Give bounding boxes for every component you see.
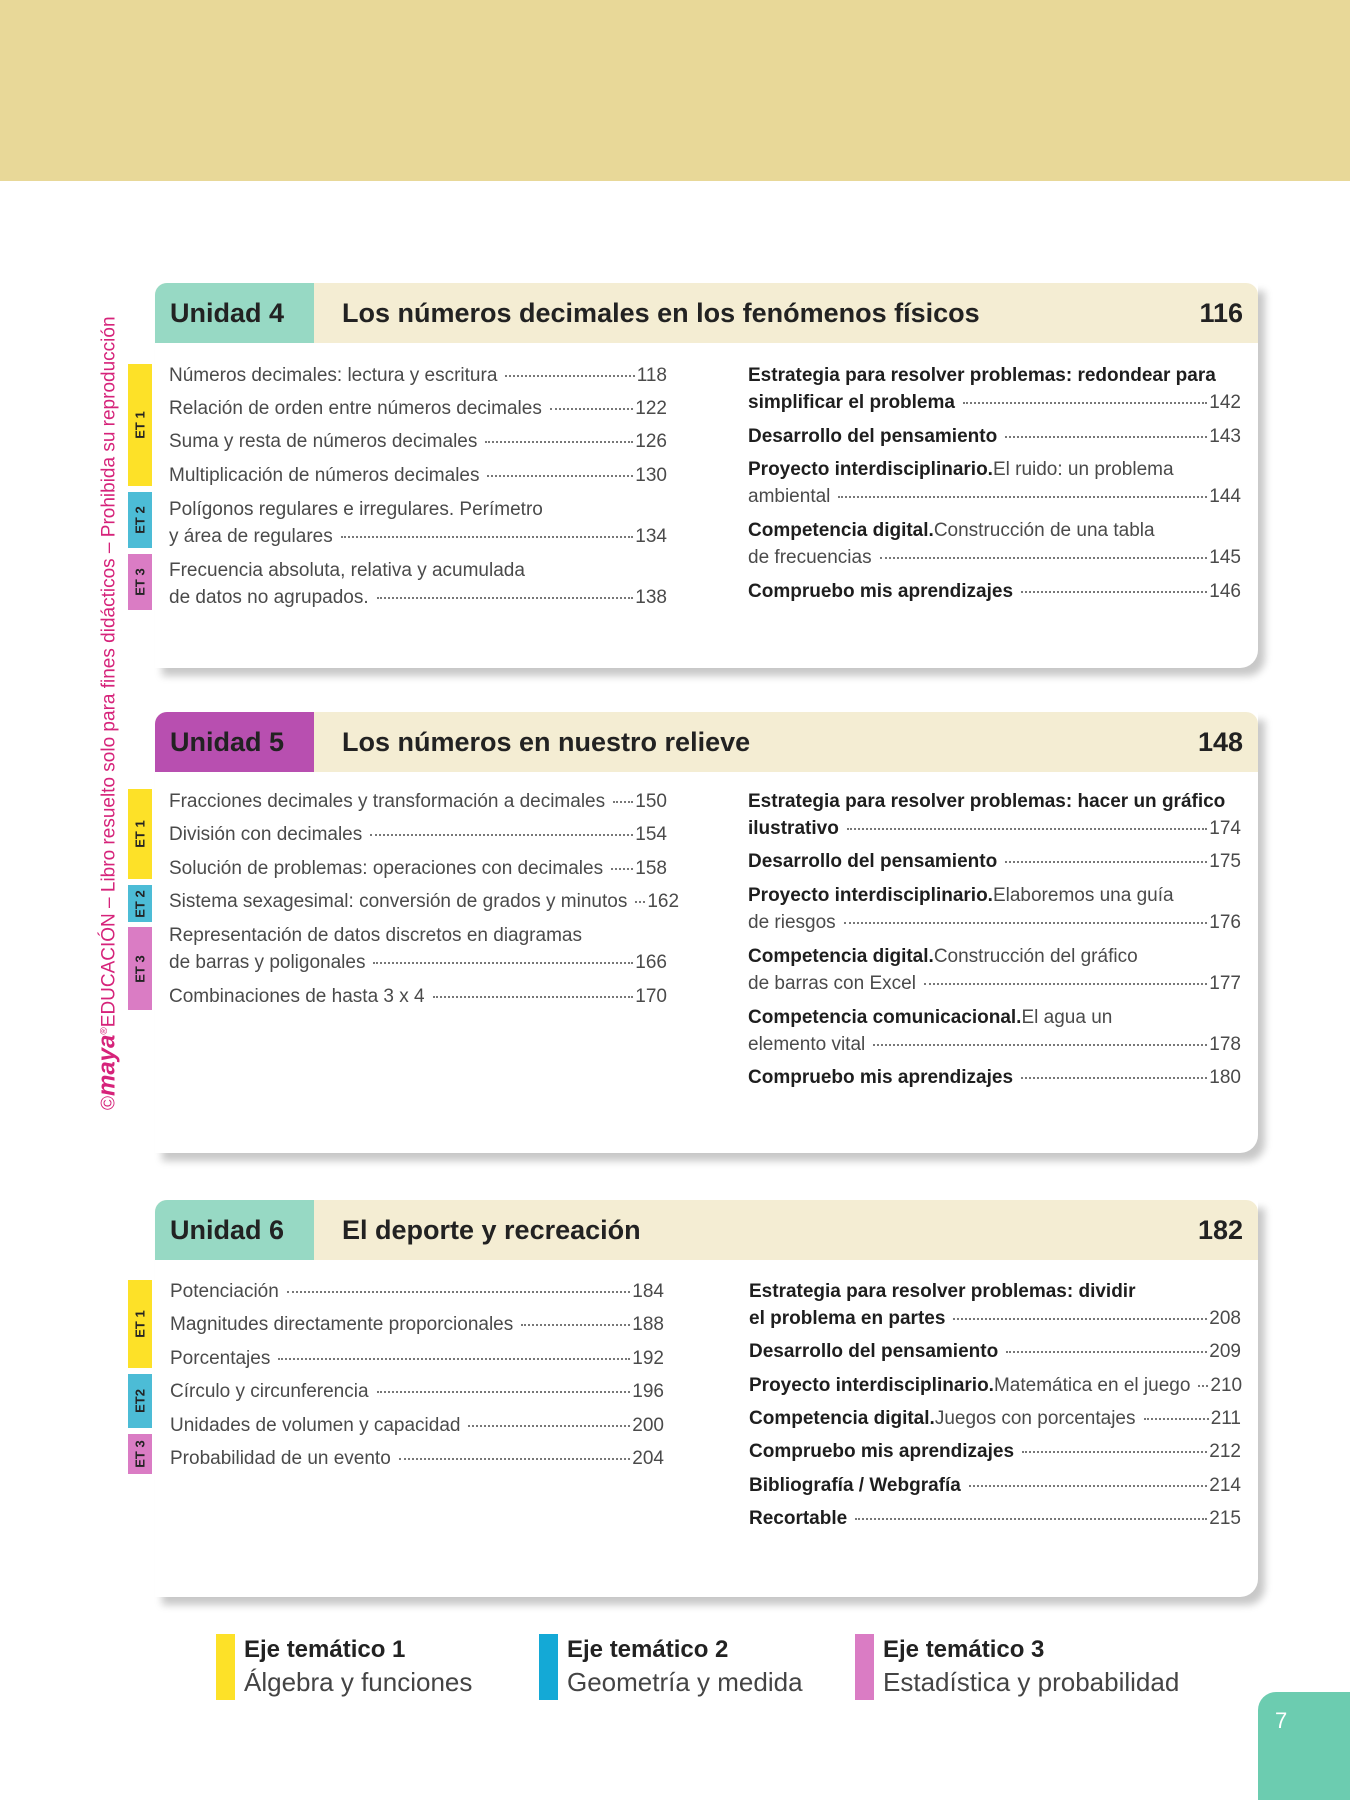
- toc-entry[interactable]: Desarrollo del pensamiento 175: [748, 851, 1241, 872]
- toc-entry[interactable]: Fracciones decimales y transformación a decimales 150: [169, 791, 667, 812]
- copyright-note: ©maya®EDUCACIÓN – Libro resuelto solo para fines didácticos – Prohibida su reproducción: [93, 316, 121, 1110]
- unit-title: El deporte y recreación: [342, 1215, 641, 1245]
- toc-entry[interactable]: Números decimales: lectura y escritura 118: [169, 365, 667, 386]
- et2-color-bar: [539, 1634, 558, 1700]
- legend-subtitle: Geometría y medida: [567, 1667, 803, 1697]
- toc-entry[interactable]: Competencia digital. Juegos con porcentajes 211: [749, 1408, 1241, 1429]
- toc-entry[interactable]: Estrategia para resolver problemas: dividir el problema en partes 208: [749, 1281, 1241, 1329]
- page-number-tab: [1258, 1692, 1350, 1800]
- legend-title: Eje temático 1: [244, 1636, 406, 1663]
- et1-tab: ET 1: [128, 789, 152, 879]
- toc-entry[interactable]: Sistema sexagesimal: conversión de grados y minutos 162: [169, 891, 680, 912]
- et2-tab: ET 2: [128, 492, 152, 548]
- unit-header: [155, 283, 1258, 343]
- unit-label: Unidad 6: [155, 1200, 314, 1260]
- unit-header: [155, 1200, 1258, 1260]
- et3-tab: ET 3: [128, 1434, 152, 1474]
- unit-title: Los números en nuestro relieve: [342, 727, 751, 757]
- toc-entry[interactable]: Potenciación 184: [170, 1281, 664, 1302]
- toc-entry[interactable]: Combinaciones de hasta 3 x 4 170: [169, 986, 667, 1007]
- brand-logo: maya: [93, 1034, 121, 1096]
- unit-page: 182: [1197, 1215, 1243, 1245]
- toc-entry[interactable]: División con decimales 154: [169, 824, 667, 845]
- toc-entry[interactable]: Magnitudes directamente proporcionales 188: [170, 1314, 664, 1335]
- et2-tab: ET2: [128, 1374, 152, 1428]
- toc-entry[interactable]: Estrategia para resolver problemas: hacer un gráfico ilustrativo 174: [748, 791, 1241, 839]
- toc-entry[interactable]: Bibliografía / Webgrafía 214: [749, 1475, 1241, 1496]
- toc-entry[interactable]: Competencia comunicacional. El agua un elemento vital 178: [748, 1007, 1241, 1055]
- toc-entry[interactable]: Competencia digital. Construcción del gráfico de barras con Excel 177: [748, 946, 1241, 994]
- unit-page: 116: [1199, 298, 1243, 328]
- et1-tab: ET 1: [128, 1280, 152, 1368]
- toc-entry[interactable]: Estrategia para resolver problemas: redondear para simplificar el problema 142: [748, 365, 1241, 413]
- toc-entry[interactable]: Suma y resta de números decimales 126: [169, 431, 667, 452]
- legend-title: Eje temático 2: [567, 1636, 729, 1663]
- et3-color-bar: [855, 1634, 874, 1700]
- toc-entry[interactable]: Relación de orden entre números decimales 122: [169, 398, 667, 419]
- unit-header: [155, 712, 1258, 772]
- toc-entry[interactable]: Círculo y circunferencia 196: [170, 1381, 664, 1402]
- top-band: [0, 0, 1350, 181]
- toc-entry[interactable]: Probabilidad de un evento 204: [170, 1448, 664, 1469]
- toc-entry[interactable]: Desarrollo del pensamiento 143: [748, 426, 1241, 447]
- toc-entry[interactable]: Solución de problemas: operaciones con decimales 158: [169, 858, 667, 879]
- toc-entry[interactable]: Desarrollo del pensamiento 209: [749, 1341, 1241, 1362]
- et3-tab: ET 3: [128, 554, 152, 610]
- legend-subtitle: Álgebra y funciones: [244, 1667, 473, 1697]
- et2-tab: ET 2: [128, 885, 152, 922]
- toc-entry[interactable]: Compruebo mis aprendizajes 212: [749, 1441, 1241, 1462]
- toc-entry[interactable]: Proyecto interdisciplinario. El ruido: un problema ambiental 144: [748, 459, 1241, 507]
- et1-tab: ET 1: [128, 364, 152, 486]
- toc-entry[interactable]: Polígonos regulares e irregulares. Perímetro y área de regulares 134: [169, 499, 667, 547]
- page-number: 7: [1275, 1708, 1288, 1733]
- et3-tab: ET 3: [128, 927, 152, 1010]
- legend-subtitle: Estadística y probabilidad: [883, 1667, 1180, 1697]
- toc-entry[interactable]: Recortable 215: [749, 1508, 1241, 1529]
- toc-entry[interactable]: Compruebo mis aprendizajes 180: [748, 1067, 1241, 1088]
- et1-color-bar: [216, 1634, 235, 1700]
- toc-entry[interactable]: Compruebo mis aprendizajes 146: [748, 581, 1241, 602]
- toc-entry[interactable]: Representación de datos discretos en diagramas de barras y poligonales 166: [169, 925, 667, 973]
- toc-entry[interactable]: Proyecto interdisciplinario. Elaboremos una guía de riesgos 176: [748, 885, 1241, 933]
- toc-entry[interactable]: Frecuencia absoluta, relativa y acumulada de datos no agrupados. 138: [169, 560, 667, 608]
- toc-entry[interactable]: Porcentajes 192: [170, 1348, 664, 1369]
- unit-label: Unidad 5: [155, 712, 314, 772]
- unit-label: Unidad 4: [155, 283, 314, 343]
- toc-entry[interactable]: Proyecto interdisciplinario. Matemática en el juego 210: [749, 1375, 1243, 1396]
- unit-page: 148: [1197, 727, 1243, 757]
- toc-entry[interactable]: Multiplicación de números decimales 130: [169, 465, 667, 486]
- toc-entry[interactable]: Competencia digital. Construcción de una tabla de frecuencias 145: [748, 520, 1241, 568]
- unit-title: Los números decimales en los fenómenos físicos: [342, 298, 980, 328]
- legend-title: Eje temático 3: [883, 1636, 1045, 1663]
- toc-entry[interactable]: Unidades de volumen y capacidad 200: [170, 1415, 664, 1436]
